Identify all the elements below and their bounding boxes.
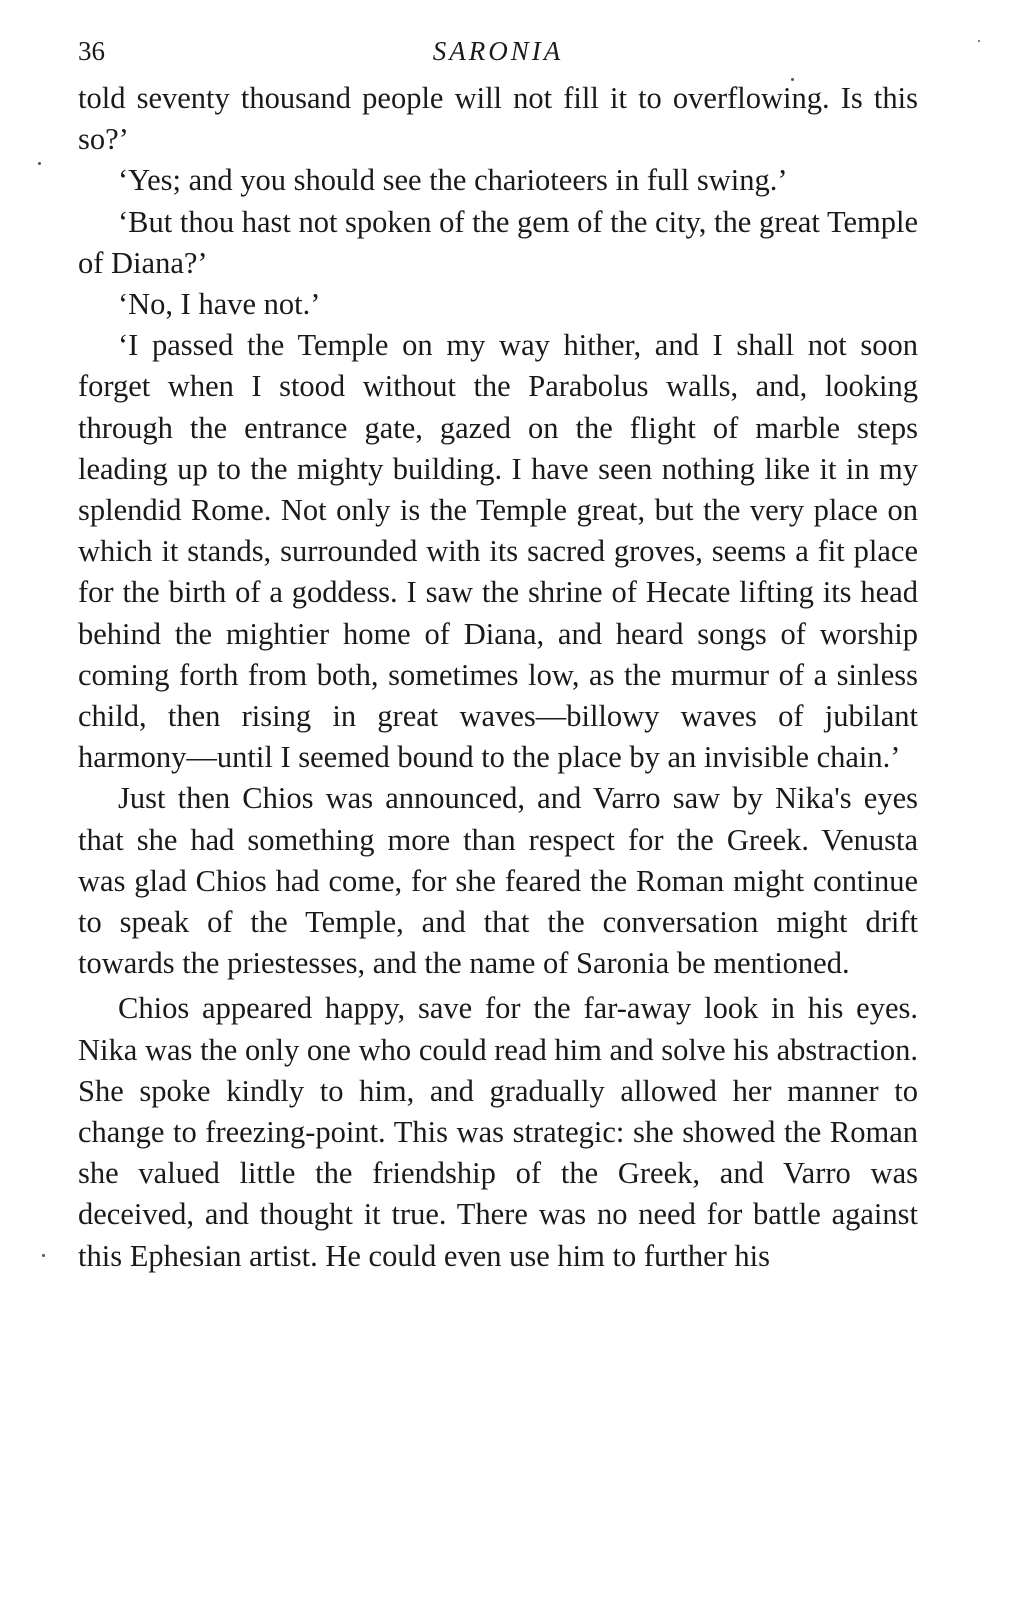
- paragraph-narrative: Chios appeared happy, save for the far-away look in his eyes. Nika was the only one who could read him and solve his abstraction. She spoke kindly to him, and gradually allowed her manner to change to freezing-point. This was strategic: she showed the Roman she valued little the friendship of the Greek, and Varro was deceived, and thought it true. There was no need for battle against this Ephesian artist. He could even use him to further his: [78, 991, 918, 1273]
- scan-speck: [42, 1254, 45, 1257]
- paragraph-dialogue: ‘No, I have not.’: [118, 287, 321, 322]
- book-page: [78, 28, 918, 1277]
- paragraph-dialogue: ‘I passed the Temple on my way hither, and I shall not soon forget when I stood without the Parabolus walls, and, looking through the entrance gate, gazed on the flight of marble steps leading up to the mighty building. I have seen nothing like it in my splendid Rome. Not only is the Temple great, but the very place on which it stands, surrounded with its sacred groves, seems a fit place for the birth of a goddess. I saw the shrine of Hecate lifting its head behind the mightier home of Diana, and heard songs of worship coming forth from both, sometimes low, as the murmur of a sinless child, then rising in great waves—billowy waves of jubilant harmony—until I seemed bound to the place by an invisible chain.’: [78, 328, 918, 775]
- paragraph-dialogue: ‘Yes; and you should see the charioteers in full swing.’: [118, 163, 788, 198]
- scan-speck: [978, 40, 980, 42]
- page-number: 36: [78, 36, 105, 66]
- running-title: SARONIA: [432, 36, 564, 66]
- running-head: [78, 28, 918, 78]
- paragraph-dialogue: ‘But thou hast not spoken of the gem of the city, the great Temple of Diana?’: [78, 204, 918, 280]
- paragraph-narrative: Just then Chios was announced, and Varro saw by Nika's eyes that she had something more than respect for the Greek. Venusta was glad Chios had come, for she feared the Roman might continue to speak of the Temple, and that the conversation might drift towards the priestesses, and the name of Saronia be mentioned.: [78, 781, 918, 981]
- paragraph-continuation: told seventy thousand people will not fill it to overflowing. Is this so?’: [78, 81, 918, 157]
- scan-speck: [791, 78, 794, 81]
- body-text: [78, 78, 918, 1277]
- scan-speck: [38, 162, 41, 165]
